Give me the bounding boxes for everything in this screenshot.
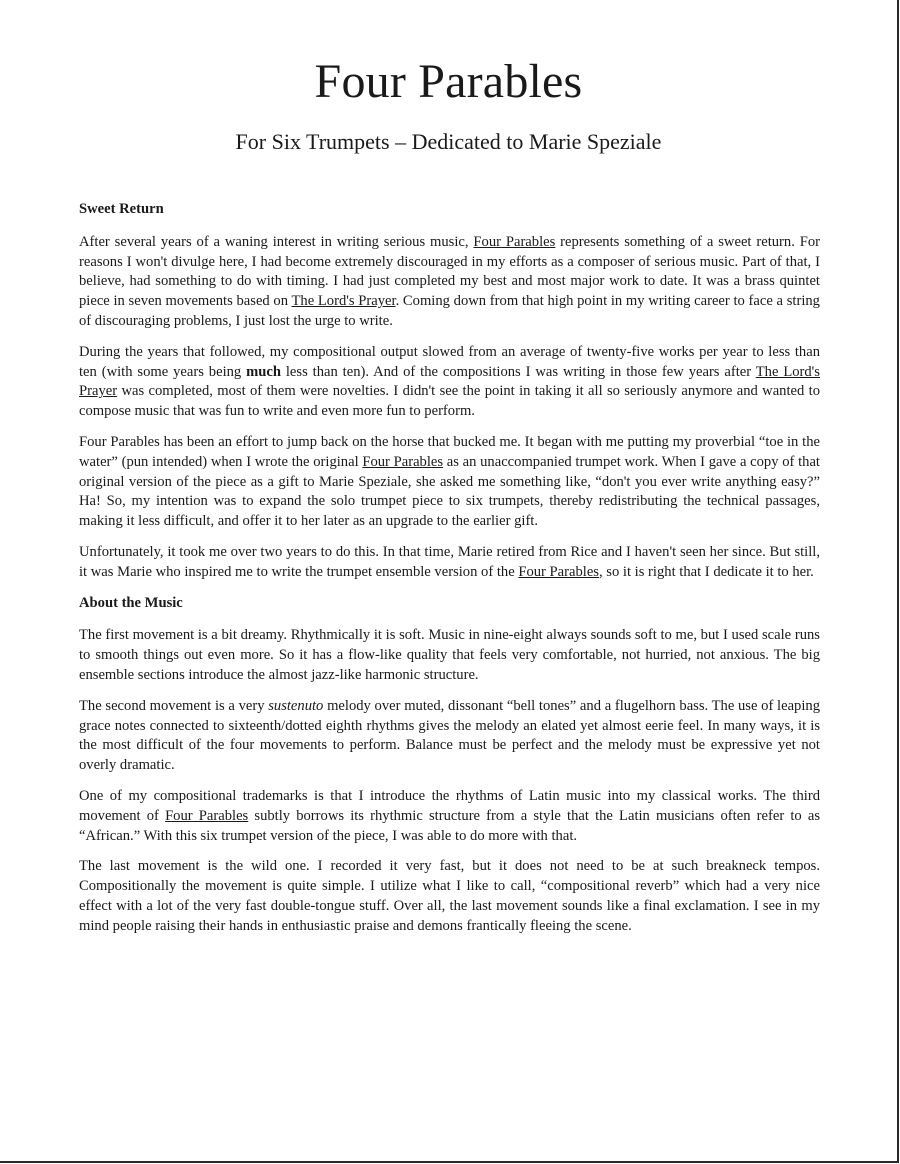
paragraph-text: as an unaccompanied trumpet work. When I gave a copy of that original version of the piece as a gift to Marie Speziale, she asked me something like, “don't you ever write anything easy?” Ha! So, my intention was to expand the solo trumpet piece to six trumpets, thereby redistributing the technical passages, making it less difficult, and offer it to her later as an upgrade to the earlier gift. <box>79 453 820 530</box>
paragraph-text: The last movement is the wild one. I recorded it very fast, but it does not need to be at such breakneck tempos. Compositionally the movement is quite simple. I utilize what I like to call, “compositional reverb” which had a very nice effect with a lot of the very fast double-tongue stuff. Over all, the last movement sounds like a final exclamation. I see in my mind people raising their hands in enthusiastic praise and demons frantically fleeing the scene. <box>79 858 820 934</box>
paragraph-text: The first movement is a bit dreamy. Rhythmically it is soft. Music in nine-eight always sounds soft to me, but I used scale runs to smooth things out even more. So it has a flow-like quality that feels very comfortable, not hurried, not anxious. The big ensemble sections introduce the almost jazz-like harmonic structure. <box>79 627 820 683</box>
document-title: Four Parables <box>314 55 583 108</box>
work-title-underlined: Four Parables <box>165 807 249 824</box>
work-title-underlined: The Lord's Prayer <box>79 363 820 400</box>
document-subtitle: For Six Trumpets – Dedicated to Marie Speziale <box>235 129 662 154</box>
paragraph-text: less than ten). And of the compositions I was writing in those few years after <box>280 363 756 380</box>
work-title-underlined: The Lord's Prayer <box>291 293 396 310</box>
paragraph-text: After several years of a waning interest in writing serious music, <box>79 233 474 250</box>
paragraph-text: was completed, most of them were novelties. I didn't see the point in taking it all so seriously anymore and wanted to compose music that was fun to write and even more fun to perform. <box>79 383 820 420</box>
paragraph-text: . Coming down from that high point in my writing career to face a string of discouraging problems, I just lost the urge to write. <box>79 293 820 329</box>
paragraph-text: Unfortunately, it took me over two years to do this. In that time, Marie retired from Rice and I haven't seen her since. But still, it was Marie who inspired me to write the trumpet ensemble version of the <box>79 543 820 580</box>
paragraph <box>79 787 820 846</box>
paragraph-text: , so it is right that I dedicate it to her. <box>599 563 814 580</box>
paragraph <box>79 626 820 685</box>
paragraph-text: One of my compositional trademarks is that I introduce the rhythms of Latin music into my classical works. The third movement of <box>79 787 820 824</box>
paragraph-text: The second movement is a very <box>79 697 269 714</box>
paragraph <box>79 233 820 332</box>
paragraph <box>79 543 820 583</box>
paragraph-text: represents something of a sweet return. For reasons I won't divulge here, I had become extremely discouraged in my efforts as a composer of serious music. Part of that, I believe, had something to do with timing. I had just completed my best and most major work to date. It was a brass quintet piece in seven movements based on <box>79 233 820 310</box>
section-heading-sweet-return: Sweet Return <box>79 201 164 217</box>
paragraph-text: subtly borrows its rhythmic structure from a style that the Latin musicians often refer to as “African.” With this six trumpet version of the piece, I was able to do more with that. <box>79 807 820 844</box>
paragraph <box>79 433 820 532</box>
paragraph <box>79 343 820 422</box>
work-title-underlined: Four Parables <box>518 563 599 580</box>
section-heading-about-the-music: About the Music <box>79 594 183 611</box>
paragraph-text: Four Parables has been an effort to jump back on the horse that bucked me. It began with me putting my proverbial “toe in the water” (pun intended) when I wrote the original <box>79 433 820 470</box>
paragraph <box>79 857 820 936</box>
emphasis-bold: much <box>246 363 281 380</box>
emphasis-italic: sustenuto <box>268 697 324 714</box>
paragraph-text: During the years that followed, my compositional output slowed from an average of twenty-five works per year to less than ten (with some years being <box>79 343 820 380</box>
work-title-underlined: Four Parables <box>362 453 444 470</box>
work-title-underlined: Four Parables <box>473 233 556 250</box>
paragraph <box>79 697 820 776</box>
paragraph-text: melody over muted, dissonant “bell tones” and a flugelhorn bass. The use of leaping grace notes connected to sixteenth/dotted eighth rhythms gives the melody an elated yet almost eerie feel. In many ways, it is the most difficult of the four movements to perform. Balance must be perfect and the melody must be expressive yet not overly dramatic. <box>79 697 820 774</box>
document-body <box>79 200 820 948</box>
